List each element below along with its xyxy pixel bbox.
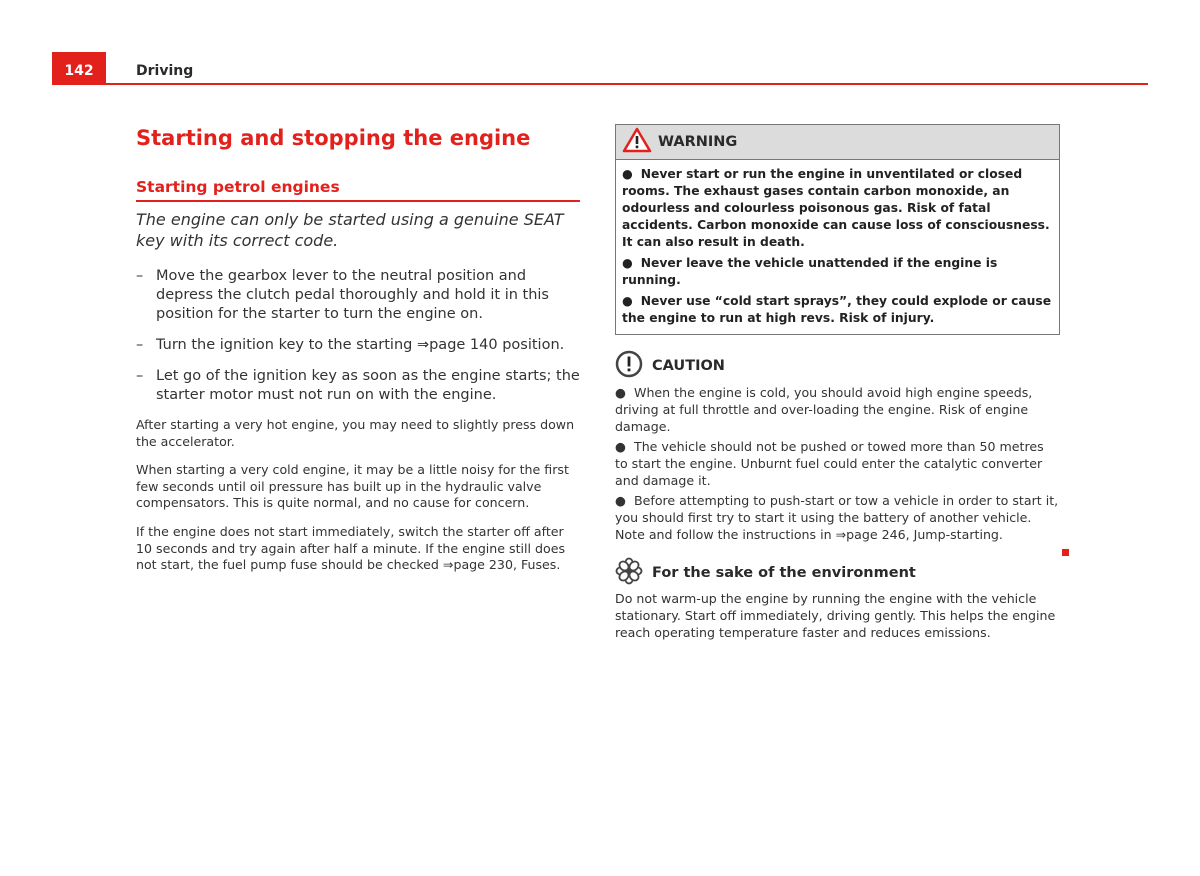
end-of-section-marker: [1062, 549, 1069, 556]
bullet: ●: [622, 294, 633, 308]
bullet: ●: [622, 256, 633, 270]
section-title: Driving: [136, 63, 194, 79]
right-column: [615, 124, 1060, 641]
warning-triangle-icon: [622, 127, 652, 157]
step-text: Turn the ignition key to the starting ⇒page 140 position.: [156, 337, 565, 353]
warning-text: Never use “cold start sprays”, they could explode or cause the engine to run at high revs. Risk of injury.: [622, 294, 1052, 325]
step-text: Move the gearbox lever to the neutral position and depress the clutch pedal thoroughly and hold it in this position for the starter to turn the engine on.: [156, 268, 549, 322]
warning-text: Never start or run the engine in unventilated or closed rooms. The exhaust gases contain carbon monoxide, an odourless and colourless poisonous gas. Risk of fatal accidents. Carbon monoxide can cause loss of consciousness. It can also result in death.: [622, 167, 1050, 249]
bullet: ●: [622, 167, 633, 181]
paragraph-cold-engine: When starting a very cold engine, it may be a little noisy for the first few seconds until oil pressure has built up in the hydraulic valve compensators. This is quite normal, and no cause for concern.: [136, 462, 569, 511]
dash-marker: –: [136, 268, 144, 284]
caution-body: [615, 384, 1060, 543]
caution-header: [615, 350, 1060, 382]
step-text: Let go of the ignition key as soon as the engine starts; the starter motor must not run on with the engine.: [156, 368, 580, 403]
caution-item: [615, 438, 1060, 489]
dash-marker: –: [136, 337, 144, 353]
environment-title: For the sake of the environment: [652, 565, 916, 581]
steps-list: [136, 267, 580, 405]
step-item: [136, 367, 580, 405]
warning-item: [622, 166, 1053, 251]
header-rule: [52, 83, 1148, 85]
main-heading: Starting and stopping the engine: [136, 126, 531, 150]
sub-heading-rule: [136, 200, 580, 202]
caution-text: When the engine is cold, you should avoid high engine speeds, driving at full throttle and over-loading the engine. Risk of engine damage.: [615, 385, 1033, 434]
warning-item: [622, 255, 1053, 289]
caution-text: The vehicle should not be pushed or towed more than 50 metres to start the engine. Unburnt fuel could enter the catalytic converter and damage it.: [615, 439, 1044, 488]
bullet: ●: [615, 439, 626, 454]
left-column: [136, 124, 580, 586]
caution-item: [615, 384, 1060, 435]
bullet: ●: [615, 385, 626, 400]
warning-text: Never leave the vehicle unattended if the engine is running.: [622, 256, 998, 287]
intro-text: The engine can only be started using a genuine SEAT key with its correct code.: [136, 210, 564, 250]
environment-text: Do not warm-up the engine by running the engine with the vehicle stationary. Start off immediately, driving gently. This helps the engine reach operating temperature faster and reduces emissions.: [615, 591, 1056, 640]
warning-title: WARNING: [658, 134, 738, 150]
caution-item: [615, 492, 1060, 543]
warning-item: [622, 293, 1053, 327]
paragraph-no-start: If the engine does not start immediately, switch the starter off after 10 seconds and try again after half a minute. If the engine still does not start, the fuel pump fuse should be checked ⇒page 230, Fuses.: [136, 523, 566, 573]
caution-title: CAUTION: [652, 358, 725, 374]
warning-box: [615, 124, 1060, 335]
environment-header: [615, 557, 1060, 589]
page-number: 142: [64, 63, 94, 79]
caution-text: Before attempting to push-start or tow a vehicle in order to start it, you should first try to start it using the battery of another vehicle. Note and follow the instructions in ⇒page 246, Jump-starting.: [615, 493, 1059, 542]
flower-icon: [615, 557, 643, 589]
bullet: ●: [615, 493, 626, 508]
step-item: [136, 336, 580, 355]
dash-marker: –: [136, 368, 144, 384]
step-item: [136, 267, 580, 324]
warning-header: [616, 125, 1059, 160]
paragraph-hot-engine: After starting a very hot engine, you may need to slightly press down the accelerator.: [136, 417, 575, 449]
sub-heading: Starting petrol engines: [136, 178, 340, 196]
warning-body: [616, 160, 1059, 334]
caution-exclamation-icon: [615, 350, 643, 382]
